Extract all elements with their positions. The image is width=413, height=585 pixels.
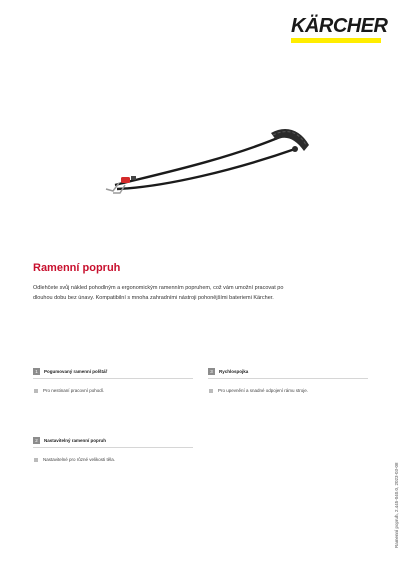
feature-3-header	[208, 366, 368, 376]
feature-3-divider	[208, 378, 368, 379]
feature-1	[33, 366, 193, 393]
feature-3	[208, 366, 368, 393]
feature-3-title: Rychlospojka	[219, 368, 249, 374]
product-description: Odlehčete svůj nákled pohodlným a ergonomickým ramenním popruhem, což vám umožní pracovat po dlouhou dobu bez únavy. Kompatibilní s mnoha zahradními nástroji pohonějšími bateriemi Kärcher.	[33, 285, 284, 301]
product-title: Ramenní popruh	[33, 262, 121, 274]
footer-side-text: Ramenní popruh, 2.445-040.0, 2023-03-08	[394, 462, 399, 548]
feature-1-point	[33, 388, 193, 393]
logo-yellow-bar	[291, 38, 381, 43]
feature-1-point-text: Pro nestinaní pracovní pohodí.	[43, 388, 105, 393]
feature-2-header	[33, 435, 193, 445]
logo-wordmark: KÄRCHER	[291, 15, 388, 37]
feature-3-number: 3	[208, 368, 215, 375]
feature-2-number: 2	[33, 437, 40, 444]
bullet-icon	[34, 458, 38, 462]
karcher-logo	[291, 15, 388, 43]
feature-2-point	[33, 457, 193, 462]
feature-2-title: Nastavitelný ramenní popruh	[44, 437, 107, 443]
feature-1-title: Pogumovaný ramenní polštář	[44, 368, 108, 374]
feature-2	[33, 435, 193, 462]
feature-3-point-text: Pro upevnění a snadné odpojení rámu stroje.	[218, 388, 309, 393]
feature-1-number: 1	[33, 368, 40, 375]
feature-1-divider	[33, 378, 193, 379]
shoulder-strap-image	[95, 105, 325, 215]
feature-2-point-text: Nastavitelné pro různé velikosti těla.	[43, 457, 116, 462]
feature-1-header	[33, 366, 193, 376]
bullet-icon	[34, 389, 38, 393]
feature-3-point	[208, 388, 368, 393]
feature-2-divider	[33, 447, 193, 448]
bullet-icon	[209, 389, 213, 393]
